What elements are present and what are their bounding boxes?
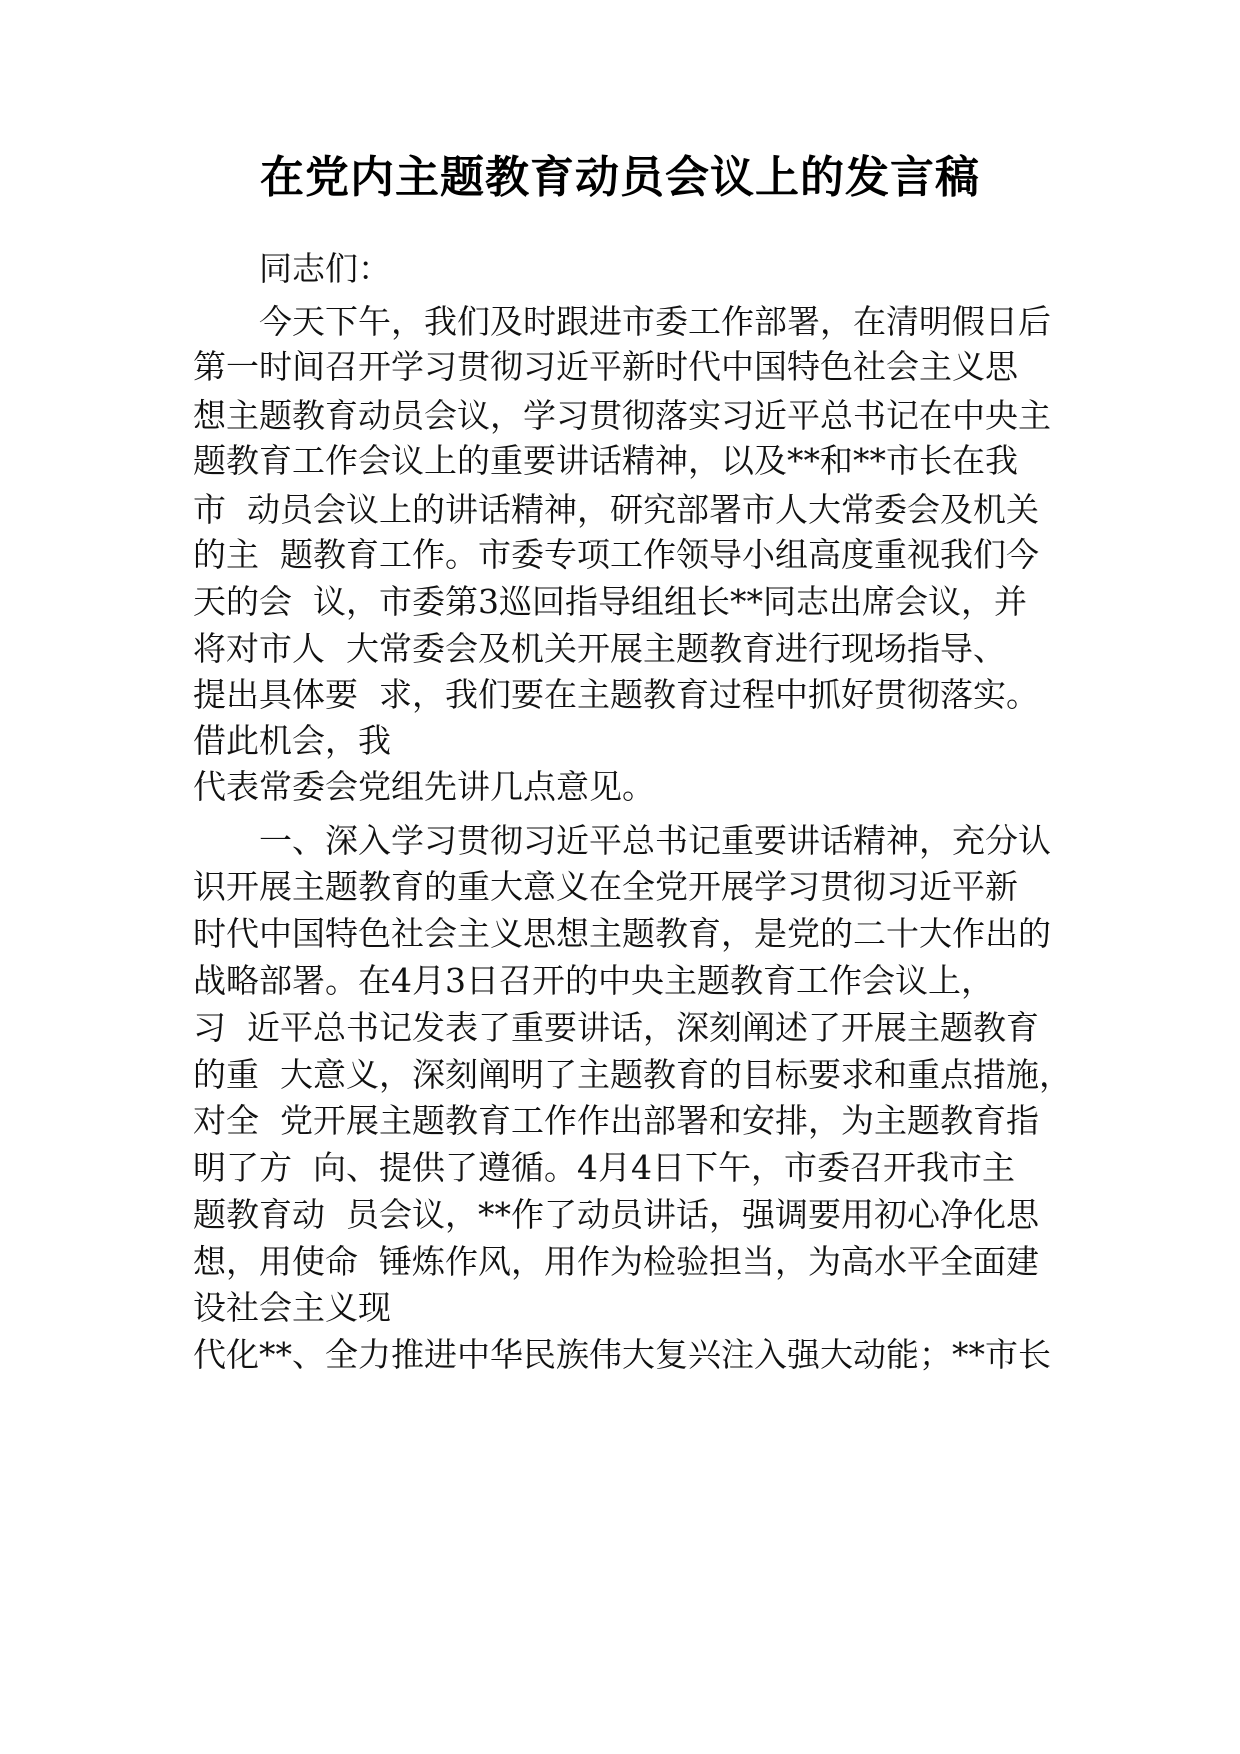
- text-line: 时代中国特色社会主义思想主题教育，是党的二十大作出的: [193, 914, 1051, 953]
- text-line: 战略部署。在4月3日召开的中央主题教育工作会议上，: [193, 961, 994, 1000]
- text-line: 代表常委会党组先讲几点意见。: [193, 767, 655, 806]
- text-line: 第一时间召开学习贯彻习近平新时代中国特色社会主义思: [193, 347, 1018, 386]
- text-line: 设社会主义现: [193, 1288, 391, 1327]
- text-line: 同志们：: [193, 249, 391, 288]
- text-line: 习 近平总书记发表了重要讲话，深刻阐述了开展主题教育: [193, 1008, 1039, 1047]
- text-line: 想主题教育动员会议，学习贯彻落实习近平总书记在中央主: [193, 396, 1051, 435]
- text-line: 天的会 议，市委第3巡回指导组组长**同志出席会议，并: [193, 582, 1027, 621]
- text-line: 想，用使命 锤炼作风，用作为检验担当，为高水平全面建: [193, 1242, 1039, 1281]
- text-line: 对全 党开展主题教育工作作出部署和安排，为主题教育指: [193, 1101, 1039, 1140]
- text-line: 市 动员会议上的讲话精神，研究部署市人大常委会及机关: [193, 490, 1039, 529]
- text-line: 提出具体要 求，我们要在主题教育过程中抓好贯彻落实。: [193, 675, 1039, 714]
- text-line: 明了方 向、提供了遵循。4月4日下午，市委召开我市主: [193, 1148, 1015, 1187]
- text-line: 的主 题教育工作。市委专项工作领导小组高度重视我们今: [193, 535, 1039, 574]
- text-line: 将对市人 大常委会及机关开展主题教育进行现场指导、: [193, 629, 1006, 668]
- text-line: 题教育动 员会议，**作了动员讲话，强调要用初心净化思: [193, 1195, 1039, 1234]
- text-line: 借此机会，我: [193, 721, 391, 760]
- text-line: 今天下午，我们及时跟进市委工作部署，在清明假日后: [193, 302, 1051, 341]
- text-line: 一、深入学习贯彻习近平总书记重要讲话精神，充分认: [193, 821, 1051, 860]
- text-line: 识开展主题教育的重大意义在全党开展学习贯彻习近平新: [193, 867, 1018, 906]
- text-line: 代化**、全力推进中华民族伟大复兴注入强大动能；**市长: [193, 1335, 1051, 1374]
- document-title: 在党内主题教育动员会议上的发言稿: [260, 152, 980, 203]
- text-line: 的重 大意义，深刻阐明了主题教育的目标要求和重点措施，: [193, 1055, 1072, 1094]
- text-line: 题教育工作会议上的重要讲话精神，以及**和**市长在我: [193, 441, 1018, 480]
